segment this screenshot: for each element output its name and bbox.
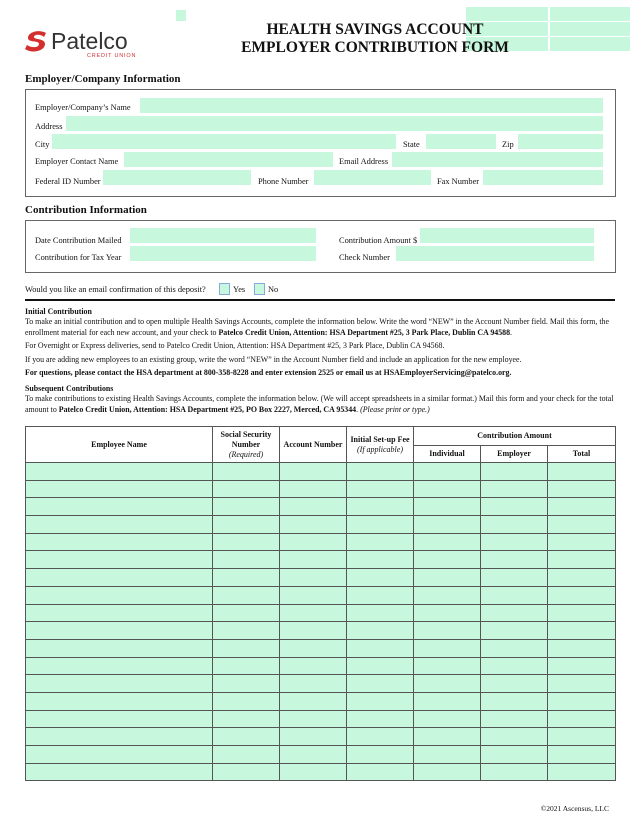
setup-fee-cell[interactable] [347, 533, 414, 551]
individual-cell[interactable] [414, 569, 481, 587]
table-row [26, 533, 616, 551]
ssn-cell[interactable] [213, 622, 280, 640]
contact-name-label: Employer Contact Name [35, 157, 119, 166]
individual-cell[interactable] [414, 480, 481, 498]
employee-name-cell[interactable] [26, 498, 213, 516]
account-number-cell[interactable] [280, 498, 347, 516]
account-number-cell[interactable] [280, 639, 347, 657]
email-label: Email Address [339, 157, 389, 166]
account-number-cell[interactable] [280, 728, 347, 746]
ssn-cell[interactable] [213, 763, 280, 781]
total-cell[interactable] [548, 639, 616, 657]
account-number-cell[interactable] [280, 551, 347, 569]
individual-cell[interactable] [414, 498, 481, 516]
total-cell[interactable] [548, 710, 616, 728]
account-number-cell[interactable] [280, 480, 347, 498]
logo-tagline: CREDIT UNION [87, 53, 137, 59]
ssn-cell[interactable] [213, 675, 280, 693]
patelco-logo-icon [25, 30, 49, 52]
state-field[interactable] [426, 134, 496, 149]
setup-fee-cell[interactable] [347, 498, 414, 516]
tax-year-field[interactable] [130, 246, 316, 261]
employer-cell[interactable] [481, 569, 548, 587]
setup-fee-cell[interactable] [347, 728, 414, 746]
ssn-cell[interactable] [213, 516, 280, 534]
total-cell[interactable] [548, 763, 616, 781]
table-row [26, 675, 616, 693]
setup-fee-cell[interactable] [347, 480, 414, 498]
ssn-cell[interactable] [213, 533, 280, 551]
federal-id-field[interactable] [103, 170, 251, 185]
header-field-2[interactable] [550, 7, 630, 21]
employee-name-cell[interactable] [26, 763, 213, 781]
col-employer: Employer [481, 446, 548, 463]
check-number-field[interactable] [396, 246, 594, 261]
employee-name-cell[interactable] [26, 586, 213, 604]
address-field[interactable] [66, 116, 603, 131]
total-cell[interactable] [548, 746, 616, 764]
phone-field[interactable] [314, 170, 431, 185]
individual-cell[interactable] [414, 639, 481, 657]
setup-fee-cell[interactable] [347, 463, 414, 481]
initial-contribution [25, 307, 615, 378]
setup-fee-cell[interactable] [347, 763, 414, 781]
employer-cell[interactable] [481, 622, 548, 640]
table-row [26, 639, 616, 657]
table-row [26, 498, 616, 516]
account-number-cell[interactable] [280, 586, 347, 604]
email-confirm-question: Would you like an email confirmation of this deposit? [25, 285, 206, 294]
employer-cell[interactable] [481, 746, 548, 764]
subsequent-paragraph: To make contributions to existing Health Savings Accounts, complete the information below. (We will accept spreadsheets in a similar format.) Mail this form and your check for the total amount to Patelco Credit Union, Attention: HSA Department #25, PO Box 2227, Merced, CA 95344. (Please print or type.) [25, 394, 614, 414]
account-number-cell[interactable] [280, 569, 347, 587]
employee-name-cell[interactable] [26, 692, 213, 710]
col-ssn-note: (Required) [228, 449, 264, 459]
ssn-cell[interactable] [213, 728, 280, 746]
employee-name-cell[interactable] [26, 746, 213, 764]
phone-label: Phone Number [258, 177, 309, 186]
title-line-2: EMPLOYER CONTRIBUTION FORM [241, 39, 509, 56]
individual-cell[interactable] [414, 728, 481, 746]
state-label: State [403, 140, 420, 149]
employer-cell[interactable] [481, 728, 548, 746]
contribution-amount-label: Contribution Amount $ [339, 236, 418, 245]
col-employee-name: Employee Name [26, 427, 213, 463]
employee-name-cell[interactable] [26, 639, 213, 657]
header-field-4[interactable] [550, 22, 630, 36]
individual-cell[interactable] [414, 746, 481, 764]
setup-fee-cell[interactable] [347, 586, 414, 604]
initial-paragraph-3: If you are adding new employees to an existing group, write the word “NEW” in the Account Number field and include an application for the new employee. [25, 354, 522, 364]
zip-field[interactable] [518, 134, 603, 149]
ssn-cell[interactable] [213, 498, 280, 516]
account-number-cell[interactable] [280, 746, 347, 764]
ssn-cell[interactable] [213, 639, 280, 657]
col-account-number: Account Number [280, 427, 347, 463]
account-number-cell[interactable] [280, 604, 347, 622]
total-cell[interactable] [548, 604, 616, 622]
setup-fee-cell[interactable] [347, 675, 414, 693]
employer-cell[interactable] [481, 516, 548, 534]
total-cell[interactable] [548, 569, 616, 587]
employee-name-cell[interactable] [26, 604, 213, 622]
individual-cell[interactable] [414, 763, 481, 781]
header-field-6[interactable] [550, 37, 630, 51]
header-field-small[interactable] [176, 10, 186, 21]
subsequent-address: Patelco Credit Union, Attention: HSA Department #25, PO Box 2227, Merced, CA 95344 [58, 404, 357, 414]
subsequent-text: To make contributions to existing Health Savings Accounts, complete the information below. (We will accept spreadsheets in a similar format.) Mail this form and your check for the total amount to [25, 394, 614, 414]
account-number-cell[interactable] [280, 657, 347, 675]
ssn-cell[interactable] [213, 657, 280, 675]
ssn-cell[interactable] [213, 480, 280, 498]
table-row [26, 728, 616, 746]
individual-cell[interactable] [414, 533, 481, 551]
total-cell[interactable] [548, 586, 616, 604]
employee-name-cell[interactable] [26, 710, 213, 728]
initial-p1-text: To make an initial contribution and to open multiple Health Savings Accounts, complete the information below. Write the word “NEW” in the Account Number field. Mail this form, the enrollment material for each new account, and your check to [25, 317, 609, 337]
setup-fee-cell[interactable] [347, 746, 414, 764]
setup-fee-cell[interactable] [347, 692, 414, 710]
subsequent-heading: Subsequent Contributions [25, 384, 114, 393]
logo [25, 27, 145, 63]
ssn-cell[interactable] [213, 710, 280, 728]
individual-cell[interactable] [414, 604, 481, 622]
title-line-1: HEALTH SAVINGS ACCOUNT [266, 21, 484, 38]
setup-fee-cell[interactable] [347, 710, 414, 728]
col-individual: Individual [414, 446, 481, 463]
col-setup-fee-label: Initial Set-up Fee [350, 434, 410, 444]
col-ssn-label: Social Security Number [220, 429, 272, 449]
ssn-cell[interactable] [213, 551, 280, 569]
initial-paragraph-4: For questions, please contact the HSA department at 800-358-8228 and enter extension 2525 or email us at HSAEmployerServicing@patelco.org. [25, 368, 512, 378]
subsequent-print-note: (Please print or type.) [360, 404, 430, 414]
table-row [26, 480, 616, 498]
account-number-cell[interactable] [280, 463, 347, 481]
employer-cell[interactable] [481, 586, 548, 604]
ssn-cell[interactable] [213, 586, 280, 604]
employer-name-label: Employer/Company’s Name [35, 103, 131, 112]
total-cell[interactable] [548, 498, 616, 516]
date-mailed-label: Date Contribution Mailed [35, 236, 122, 245]
initial-paragraph-1: To make an initial contribution and to open multiple Health Savings Accounts, complete the information below. Write the word “NEW” in the Account Number field. Mail this form, the enrollment material for each new account, and your check to Patelco Credit Union, Attention: HSA Department #25, 3 Park Place, Dublin CA 94588. [25, 317, 609, 337]
employer-cell[interactable] [481, 498, 548, 516]
account-number-cell[interactable] [280, 710, 347, 728]
individual-cell[interactable] [414, 622, 481, 640]
logo-brand: Patelco [51, 28, 128, 54]
employer-cell[interactable] [481, 675, 548, 693]
email-confirm-yes-checkbox[interactable] [219, 283, 230, 295]
account-number-cell[interactable] [280, 516, 347, 534]
initial-p1-address: Patelco Credit Union, Attention: HSA Department #25, 3 Park Place, Dublin CA 94588 [218, 327, 511, 337]
employer-cell[interactable] [481, 604, 548, 622]
col-setup-fee [347, 427, 414, 463]
employer-cell[interactable] [481, 463, 548, 481]
account-number-cell[interactable] [280, 533, 347, 551]
address-label: Address [35, 122, 63, 131]
subsequent-contributions [25, 384, 615, 415]
total-cell[interactable] [548, 463, 616, 481]
col-ssn [213, 427, 280, 463]
setup-fee-cell[interactable] [347, 569, 414, 587]
table-row [26, 763, 616, 781]
col-contribution-amount: Contribution Amount [414, 427, 616, 446]
employee-name-cell[interactable] [26, 728, 213, 746]
check-number-label: Check Number [339, 253, 390, 262]
employer-cell[interactable] [481, 533, 548, 551]
employer-cell[interactable] [481, 657, 548, 675]
employee-name-cell[interactable] [26, 480, 213, 498]
individual-cell[interactable] [414, 586, 481, 604]
employer-cell[interactable] [481, 551, 548, 569]
employee-name-cell[interactable] [26, 551, 213, 569]
setup-fee-cell[interactable] [347, 622, 414, 640]
setup-fee-cell[interactable] [347, 604, 414, 622]
individual-cell[interactable] [414, 692, 481, 710]
employer-cell[interactable] [481, 710, 548, 728]
total-cell[interactable] [548, 728, 616, 746]
employee-name-cell[interactable] [26, 533, 213, 551]
federal-id-label: Federal ID Number [35, 177, 101, 186]
employer-name-field[interactable] [140, 98, 603, 113]
employee-name-cell[interactable] [26, 463, 213, 481]
account-number-cell[interactable] [280, 692, 347, 710]
table-row [26, 622, 616, 640]
individual-cell[interactable] [414, 551, 481, 569]
table-row [26, 569, 616, 587]
table-row [26, 746, 616, 764]
initial-paragraph-2: For Overnight or Express deliveries, send to Patelco Credit Union, Attention: HSA Department #25, 3 Park Place, Dublin CA 94568. [25, 341, 445, 351]
total-cell[interactable] [548, 675, 616, 693]
employer-section-heading: Employer/Company Information [25, 73, 181, 85]
email-confirm-yes-label: Yes [233, 285, 246, 294]
contribution-amount-field[interactable] [420, 228, 594, 243]
ssn-cell[interactable] [213, 692, 280, 710]
individual-cell[interactable] [414, 516, 481, 534]
col-setup-fee-note: (If applicable) [357, 444, 403, 454]
total-cell[interactable] [548, 622, 616, 640]
employer-cell[interactable] [481, 480, 548, 498]
tax-year-label: Contribution for Tax Year [35, 253, 122, 262]
employee-name-cell[interactable] [26, 569, 213, 587]
total-cell[interactable] [548, 657, 616, 675]
individual-cell[interactable] [414, 463, 481, 481]
email-field[interactable] [392, 152, 603, 167]
individual-cell[interactable] [414, 657, 481, 675]
table-row [26, 586, 616, 604]
fax-field[interactable] [483, 170, 603, 185]
total-cell[interactable] [548, 692, 616, 710]
initial-heading: Initial Contribution [25, 307, 92, 316]
contact-name-field[interactable] [124, 152, 333, 167]
total-cell[interactable] [548, 533, 616, 551]
email-confirm-no-label: No [268, 285, 279, 294]
table-row [26, 516, 616, 534]
table-row [26, 551, 616, 569]
city-field[interactable] [52, 134, 396, 149]
account-number-cell[interactable] [280, 675, 347, 693]
account-number-cell[interactable] [280, 622, 347, 640]
setup-fee-cell[interactable] [347, 551, 414, 569]
date-mailed-field[interactable] [130, 228, 316, 243]
copyright: ©2021 Ascensus, LLC [540, 804, 609, 813]
total-cell[interactable] [548, 480, 616, 498]
individual-cell[interactable] [414, 710, 481, 728]
ssn-cell[interactable] [213, 746, 280, 764]
employer-cell[interactable] [481, 763, 548, 781]
fax-label: Fax Number [437, 177, 480, 186]
col-total: Total [548, 446, 616, 463]
ssn-cell[interactable] [213, 569, 280, 587]
employee-contribution-table [25, 426, 616, 781]
account-number-cell[interactable] [280, 763, 347, 781]
total-cell[interactable] [548, 516, 616, 534]
setup-fee-cell[interactable] [347, 639, 414, 657]
table-row [26, 692, 616, 710]
table-row [26, 657, 616, 675]
table-row [26, 604, 616, 622]
setup-fee-cell[interactable] [347, 516, 414, 534]
section-divider [25, 299, 615, 301]
setup-fee-cell[interactable] [347, 657, 414, 675]
email-confirm-no-checkbox[interactable] [254, 283, 265, 295]
header-field-1[interactable] [466, 7, 548, 21]
contribution-section-heading: Contribution Information [25, 204, 147, 216]
employee-name-cell[interactable] [26, 516, 213, 534]
individual-cell[interactable] [414, 675, 481, 693]
employer-cell[interactable] [481, 639, 548, 657]
employee-name-cell[interactable] [26, 675, 213, 693]
total-cell[interactable] [548, 551, 616, 569]
table-row [26, 710, 616, 728]
table-row [26, 463, 616, 481]
ssn-cell[interactable] [213, 604, 280, 622]
employee-name-cell[interactable] [26, 622, 213, 640]
employer-cell[interactable] [481, 692, 548, 710]
employee-name-cell[interactable] [26, 657, 213, 675]
city-label: City [35, 140, 50, 149]
page-title [200, 21, 550, 57]
ssn-cell[interactable] [213, 463, 280, 481]
zip-label: Zip [502, 140, 514, 149]
